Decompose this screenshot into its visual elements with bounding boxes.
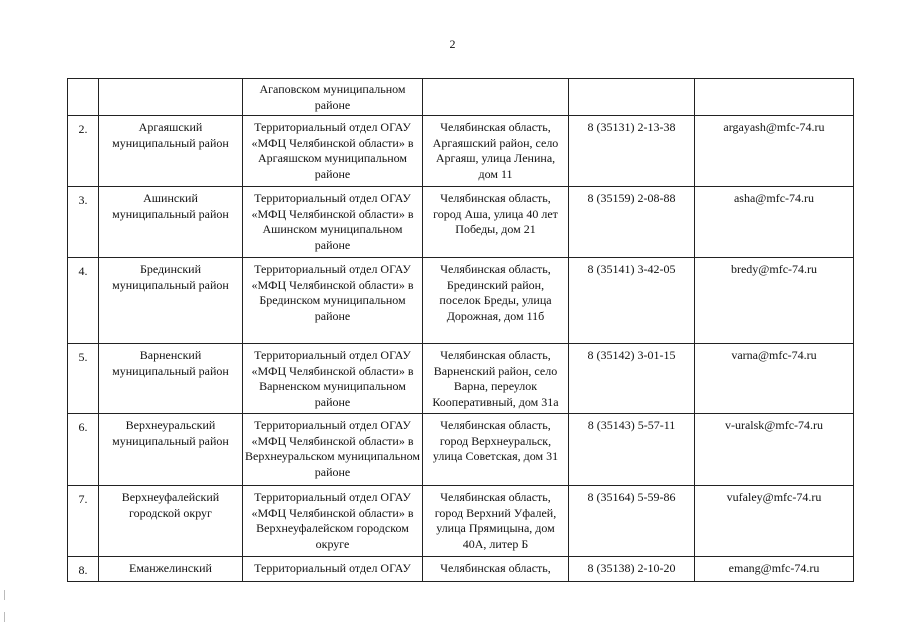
department-cell: Территориальный отдел ОГАУ «МФЦ Челябинской области» в Брединском муниципальном районе xyxy=(243,258,423,344)
email-cell: v-uralsk@mfc-74.ru xyxy=(695,414,854,486)
district-cell xyxy=(99,79,243,116)
department-cell: Территориальный отдел ОГАУ «МФЦ Челябинской области» в Ашинском муниципальном районе xyxy=(243,187,423,258)
department-cell: Территориальный отдел ОГАУ «МФЦ Челябинской области» в Аргаяшском муниципальном районе xyxy=(243,116,423,187)
phone-cell xyxy=(569,79,695,116)
table-row xyxy=(68,258,854,344)
table-row xyxy=(68,187,854,258)
mfc-offices-table xyxy=(67,78,854,582)
row-number-cell: 2. xyxy=(68,116,99,187)
district-cell: Варненский муниципальный район xyxy=(99,344,243,414)
email-cell: asha@mfc-74.ru xyxy=(695,187,854,258)
address-cell xyxy=(423,79,569,116)
row-number-cell: 4. xyxy=(68,258,99,344)
row-number-cell xyxy=(68,79,99,116)
row-number-cell: 3. xyxy=(68,187,99,258)
address-cell: Челябинская область, город Аша, улица 40 лет Победы, дом 21 xyxy=(423,187,569,258)
table-row xyxy=(68,116,854,187)
table-row xyxy=(68,414,854,486)
department-cell: Территориальный отдел ОГАУ «МФЦ Челябинской области» в Варненском муниципальном районе xyxy=(243,344,423,414)
department-cell: Территориальный отдел ОГАУ «МФЦ Челябинской области» в Верхнеуфалейском городском округе xyxy=(243,486,423,557)
district-cell: Еманжелинский xyxy=(99,557,243,582)
email-cell: varna@mfc-74.ru xyxy=(695,344,854,414)
phone-cell: 8 (35143) 5-57-11 xyxy=(569,414,695,486)
district-cell: Аргаяшский муниципальный район xyxy=(99,116,243,187)
address-cell: Челябинская область, Варненский район, село Варна, переулок Кооперативный, дом 31а xyxy=(423,344,569,414)
scan-edge-mark xyxy=(4,590,5,600)
address-cell: Челябинская область, город Верхний Уфалей, улица Прямицына, дом 40А, литер Б xyxy=(423,486,569,557)
address-cell: Челябинская область, Аргаяшский район, село Аргаяш, улица Ленина, дом 11 xyxy=(423,116,569,187)
table-row xyxy=(68,486,854,557)
department-cell: Территориальный отдел ОГАУ «МФЦ Челябинской области» в Верхнеуральском муниципальном районе xyxy=(243,414,423,486)
phone-cell: 8 (35131) 2-13-38 xyxy=(569,116,695,187)
row-number-cell: 8. xyxy=(68,557,99,582)
scan-edge-mark xyxy=(4,612,5,622)
district-cell: Ашинский муниципальный район xyxy=(99,187,243,258)
email-cell xyxy=(695,79,854,116)
row-number-cell: 5. xyxy=(68,344,99,414)
row-number-cell: 7. xyxy=(68,486,99,557)
phone-cell: 8 (35142) 3-01-15 xyxy=(569,344,695,414)
address-cell: Челябинская область, Брединский район, поселок Бреды, улица Дорожная, дом 11б xyxy=(423,258,569,344)
table-row xyxy=(68,557,854,582)
address-cell: Челябинская область, xyxy=(423,557,569,582)
page-number: 2 xyxy=(449,37,456,51)
department-cell: Территориальный отдел ОГАУ xyxy=(243,557,423,582)
phone-cell: 8 (35141) 3-42-05 xyxy=(569,258,695,344)
email-cell: vufaley@mfc-74.ru xyxy=(695,486,854,557)
district-cell: Брединский муниципальный район xyxy=(99,258,243,344)
phone-cell: 8 (35164) 5-59-86 xyxy=(569,486,695,557)
row-number-cell: 6. xyxy=(68,414,99,486)
phone-cell: 8 (35138) 2-10-20 xyxy=(569,557,695,582)
district-cell: Верхнеуральский муниципальный район xyxy=(99,414,243,486)
department-cell: Агаповском муниципальном районе xyxy=(243,79,423,116)
continuation-row xyxy=(68,79,854,116)
district-cell: Верхнеуфалейский городской округ xyxy=(99,486,243,557)
email-cell: bredy@mfc-74.ru xyxy=(695,258,854,344)
table-row xyxy=(68,344,854,414)
address-cell: Челябинская область, город Верхнеуральск, улица Советская, дом 31 xyxy=(423,414,569,486)
email-cell: argayash@mfc-74.ru xyxy=(695,116,854,187)
phone-cell: 8 (35159) 2-08-88 xyxy=(569,187,695,258)
email-cell: emang@mfc-74.ru xyxy=(695,557,854,582)
